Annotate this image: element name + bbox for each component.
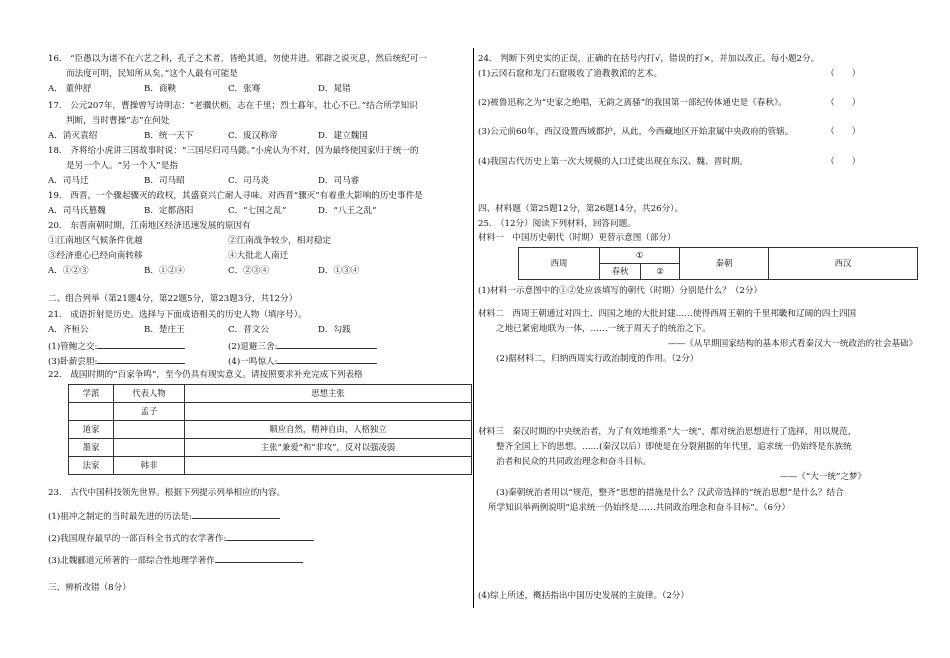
q24-item-3: (3)公元前60年，西汉设置西域都护，从此，今西藏地区开始隶属中央政府的管辖。 bbox=[478, 127, 794, 137]
table-cell: 墨家 bbox=[69, 439, 114, 457]
q21-person-d: D．勾践 bbox=[318, 325, 351, 335]
q23-item-2: (2)我国现存最早的一部百科全书式的农学著作: bbox=[48, 532, 314, 545]
q19-option-c[interactable]: C．“七国之乱” bbox=[228, 206, 287, 216]
table-header: 学派 bbox=[69, 385, 114, 403]
q19-option-a[interactable]: A．司马氏篡魏 bbox=[48, 206, 106, 216]
q19-option-d[interactable]: D．“八王之乱” bbox=[318, 206, 377, 216]
q16-stem: 16. “臣愚以为诸不在六艺之科，孔子之术者，皆绝其道，勿使并进。邪辟之说灭息，然后统纪可一 bbox=[48, 54, 427, 64]
q21-person-c: C．晋文公 bbox=[228, 325, 269, 335]
q20-choice-2: ②江南战争较少，相对稳定 bbox=[228, 236, 332, 246]
q23-blank-3[interactable] bbox=[215, 554, 303, 563]
q17-stem-cont: 判断，当时曹操“志”在何处 bbox=[66, 116, 170, 126]
q16-option-b[interactable]: B．商鞅 bbox=[144, 84, 177, 94]
table-cell: 韩非 bbox=[114, 457, 185, 475]
q21-item-4: (4)一鸣惊人: bbox=[228, 355, 377, 368]
q16-option-c[interactable]: C．张骞 bbox=[228, 84, 261, 94]
q18-stem: 18. 齐将给小虎讲三国故事时说：“三国尽归司马懿。”小虎认为不对，因为最终使国家归于统一的 bbox=[48, 146, 419, 156]
table-row bbox=[69, 403, 472, 421]
section-2-heading: 二、组合列举（第21题4分，第22题5分，第23题3分，共12分） bbox=[48, 294, 298, 304]
q21-blank-1[interactable] bbox=[97, 340, 185, 349]
table-row bbox=[69, 457, 472, 475]
q21-item-3: (3)卧薪尝胆: bbox=[48, 355, 185, 368]
q20-choice-1: ①江南地区气候条件优越 bbox=[48, 236, 143, 246]
q17-option-c[interactable]: C．废汉称帝 bbox=[228, 131, 278, 141]
period-xihan: 西汉 bbox=[769, 248, 918, 280]
q17-option-b[interactable]: B．统一天下 bbox=[144, 131, 194, 141]
q24-stem: 24. 判断下列史实的正误，正确的在括号内打√，错误的打×，并加以改正。每小题2分。 bbox=[478, 54, 820, 64]
q23-stem: 23. 古代中国科技领先世界。根据下列提示列举相应的内容。 bbox=[48, 488, 286, 498]
q19-option-b[interactable]: B．定都洛阳 bbox=[144, 206, 194, 216]
q18-option-a[interactable]: A．司马迁 bbox=[48, 176, 89, 186]
q20-option-d[interactable]: D．①③④ bbox=[318, 266, 360, 276]
section-4-heading: 四、材料题（第25题12分，第26题14分，共26分）。 bbox=[478, 204, 684, 214]
table-cell: 主张“兼爱”和“非攻”，反对以强凌弱 bbox=[185, 439, 472, 457]
table-cell: 顺应自然，精神自由，人格独立 bbox=[185, 421, 472, 439]
section-3-heading: 三、辨析改错（8分） bbox=[48, 583, 131, 593]
q21-item-1: (1)管鲍之交: bbox=[48, 340, 185, 353]
table-cell: 道家 bbox=[69, 421, 114, 439]
q24-answer-paren-1[interactable]: （ ） bbox=[826, 69, 861, 79]
table-row bbox=[519, 248, 918, 264]
table-cell[interactable] bbox=[69, 403, 114, 421]
q21-blank-2[interactable] bbox=[277, 340, 377, 349]
table-row bbox=[69, 421, 472, 439]
material-3-line-1: 材料三 秦汉时期的中央统治者，为了有效地维系“大一统”，都对统治思想进行了选择，用以规范， bbox=[478, 427, 857, 437]
q24-item-1: (1)云冈石窟和龙门石窟吸收了道教教派的艺术。 bbox=[478, 69, 663, 79]
table-cell: 孟子 bbox=[114, 403, 185, 421]
q21-item-2: (2)退避三舍: bbox=[228, 340, 377, 353]
material-1-label: 材料一 中国历史朝代（时期）更替示意图（部分） bbox=[478, 233, 676, 243]
q16-stem-cont: 而法度可明，民知所从矣。”这个人最有可能是 bbox=[66, 69, 238, 79]
table-cell[interactable] bbox=[185, 403, 472, 421]
q21-person-a: A．齐桓公 bbox=[48, 325, 89, 335]
material-3-line-3: 治者和民众的共同政治理念和奋斗目标。 bbox=[496, 457, 651, 467]
q21-person-b: B．楚庄王 bbox=[144, 325, 185, 335]
q24-answer-paren-2[interactable]: （ ） bbox=[826, 98, 861, 108]
q25-sub-3-line-1: (3)秦朝统治者用以“规范，整齐”思想的措施是什么？汉武帝选择的“统治思想”是什么？结合 bbox=[496, 488, 844, 498]
table-row bbox=[69, 439, 472, 457]
q24-item-2: (2)被鲁迅称之为“史家之绝唱，无韵之离骚”的我国第一部纪传体通史是《春秋》。 bbox=[478, 98, 787, 108]
q25-stem: 25. （12分）阅读下列材料，回答问题。 bbox=[478, 219, 636, 229]
period-chunqiu: 春秋 bbox=[600, 264, 641, 280]
dynasty-timeline-table bbox=[518, 247, 918, 280]
q16-option-d[interactable]: D．晁错 bbox=[318, 84, 351, 94]
table-cell[interactable] bbox=[114, 439, 185, 457]
q24-item-4: (4)我国古代历史上第一次大规模的人口迁徙出现在东汉、魏、晋时期。 bbox=[478, 157, 748, 167]
period-qin: 秦朝 bbox=[680, 248, 769, 280]
q23-item-1: (1)祖冲之制定的当时最先进的历法是: bbox=[48, 510, 280, 523]
q22-stem: 22. 战国时期的“百家争鸣”，至今仍具有现实意义。请按照要求补充完成下列表格 bbox=[48, 370, 363, 380]
table-cell[interactable] bbox=[114, 421, 185, 439]
q18-option-c[interactable]: C．司马炎 bbox=[228, 176, 269, 186]
q18-option-b[interactable]: B．司马昭 bbox=[144, 176, 185, 186]
q24-answer-paren-4[interactable]: （ ） bbox=[826, 157, 861, 167]
period-xizhou: 西周 bbox=[519, 248, 600, 280]
material-2-line-1: 材料二 西周王朝通过对四土、四国之地的大批封建……使得西周王朝的千里邦畿和辽阔的四土四国 bbox=[478, 309, 857, 319]
q24-answer-paren-3[interactable]: （ ） bbox=[826, 127, 861, 137]
q21-blank-4[interactable] bbox=[277, 355, 377, 364]
q20-choice-3: ③经济重心已经向南转移 bbox=[48, 251, 143, 261]
q22-table bbox=[68, 384, 472, 475]
q18-stem-cont: 是另一个人。“另一个人”是指 bbox=[66, 161, 178, 171]
material-2-source: ——《从早期国家结构的基本形式看秦汉大一统政治的社会基础》 bbox=[668, 339, 918, 349]
q16-option-a[interactable]: A. 董仲舒 bbox=[48, 84, 92, 94]
q20-option-b[interactable]: B．①②④ bbox=[144, 266, 185, 276]
q17-stem: 17. 公元207年，曹操曾写诗明志：“老骥伏枥，志在千里；烈士暮年，壮心不已。”结合所学知识 bbox=[48, 101, 418, 111]
q18-option-d[interactable]: D．司马睿 bbox=[318, 176, 360, 186]
q21-blank-3[interactable] bbox=[97, 355, 185, 364]
q25-sub-2: (2)据材料二，归纳西周实行政治制度的作用。（2分） bbox=[496, 354, 699, 364]
q17-option-a[interactable]: A．消灭袁绍 bbox=[48, 131, 98, 141]
material-2-line-2: 之地已紧密地联为一体，……一统于周天子的统治之下。 bbox=[496, 324, 711, 334]
period-blank-1[interactable]: ① bbox=[600, 248, 680, 264]
q20-option-c[interactable]: C．②③④ bbox=[228, 266, 269, 276]
table-header: 思想主张 bbox=[185, 385, 472, 403]
table-cell: 法家 bbox=[69, 457, 114, 475]
q20-option-a[interactable]: A．①②③ bbox=[48, 266, 89, 276]
material-3-source: ——《“大一统”之梦》 bbox=[780, 472, 867, 482]
q25-sub-4: (4)综上所述，概括指出中国历史发展的主旋律。（2分） bbox=[478, 591, 689, 601]
q20-choice-4: ④大批北人南迁 bbox=[228, 251, 289, 261]
q25-sub-1: (1)材料一示意图中的①②处应该填写的朝代（时期）分别是什么？（2分） bbox=[478, 286, 763, 296]
q23-blank-1[interactable] bbox=[192, 510, 280, 519]
column-divider bbox=[473, 48, 474, 608]
q23-item-3: (3)北魏郦道元所著的一部综合性地理学著作 bbox=[48, 554, 303, 567]
q21-stem: 21. 成语折射是历史。选择与下面成语相关的历史人物（填序号）。 bbox=[48, 310, 307, 320]
q19-stem: 19. 西晋，一个骤起骤灭的政权，其盛衰兴亡耐人寻味。对西晋“骤灭”有着重大影响的历史事件是 bbox=[48, 191, 423, 201]
q20-stem: 20. 东晋南朝时期，江南地区经济迅速发展的原因有 bbox=[48, 221, 251, 231]
period-blank-2[interactable]: ② bbox=[641, 264, 680, 280]
table-header: 代表人物 bbox=[114, 385, 185, 403]
table-header-row bbox=[69, 385, 472, 403]
q23-blank-2[interactable] bbox=[226, 532, 314, 541]
table-cell[interactable] bbox=[185, 457, 472, 475]
material-3-line-2: 整齐全国上下的思想。……(秦汉以后）即使是在分裂割据的年代里，追求统一仍始终是东族统 bbox=[496, 442, 852, 452]
q25-sub-3-line-2: 所学知识举两例说明“追求统一仍始终是……共同政治理念和奋斗目标”。（6分） bbox=[488, 503, 791, 513]
q17-option-d[interactable]: D．建立魏国 bbox=[318, 131, 368, 141]
